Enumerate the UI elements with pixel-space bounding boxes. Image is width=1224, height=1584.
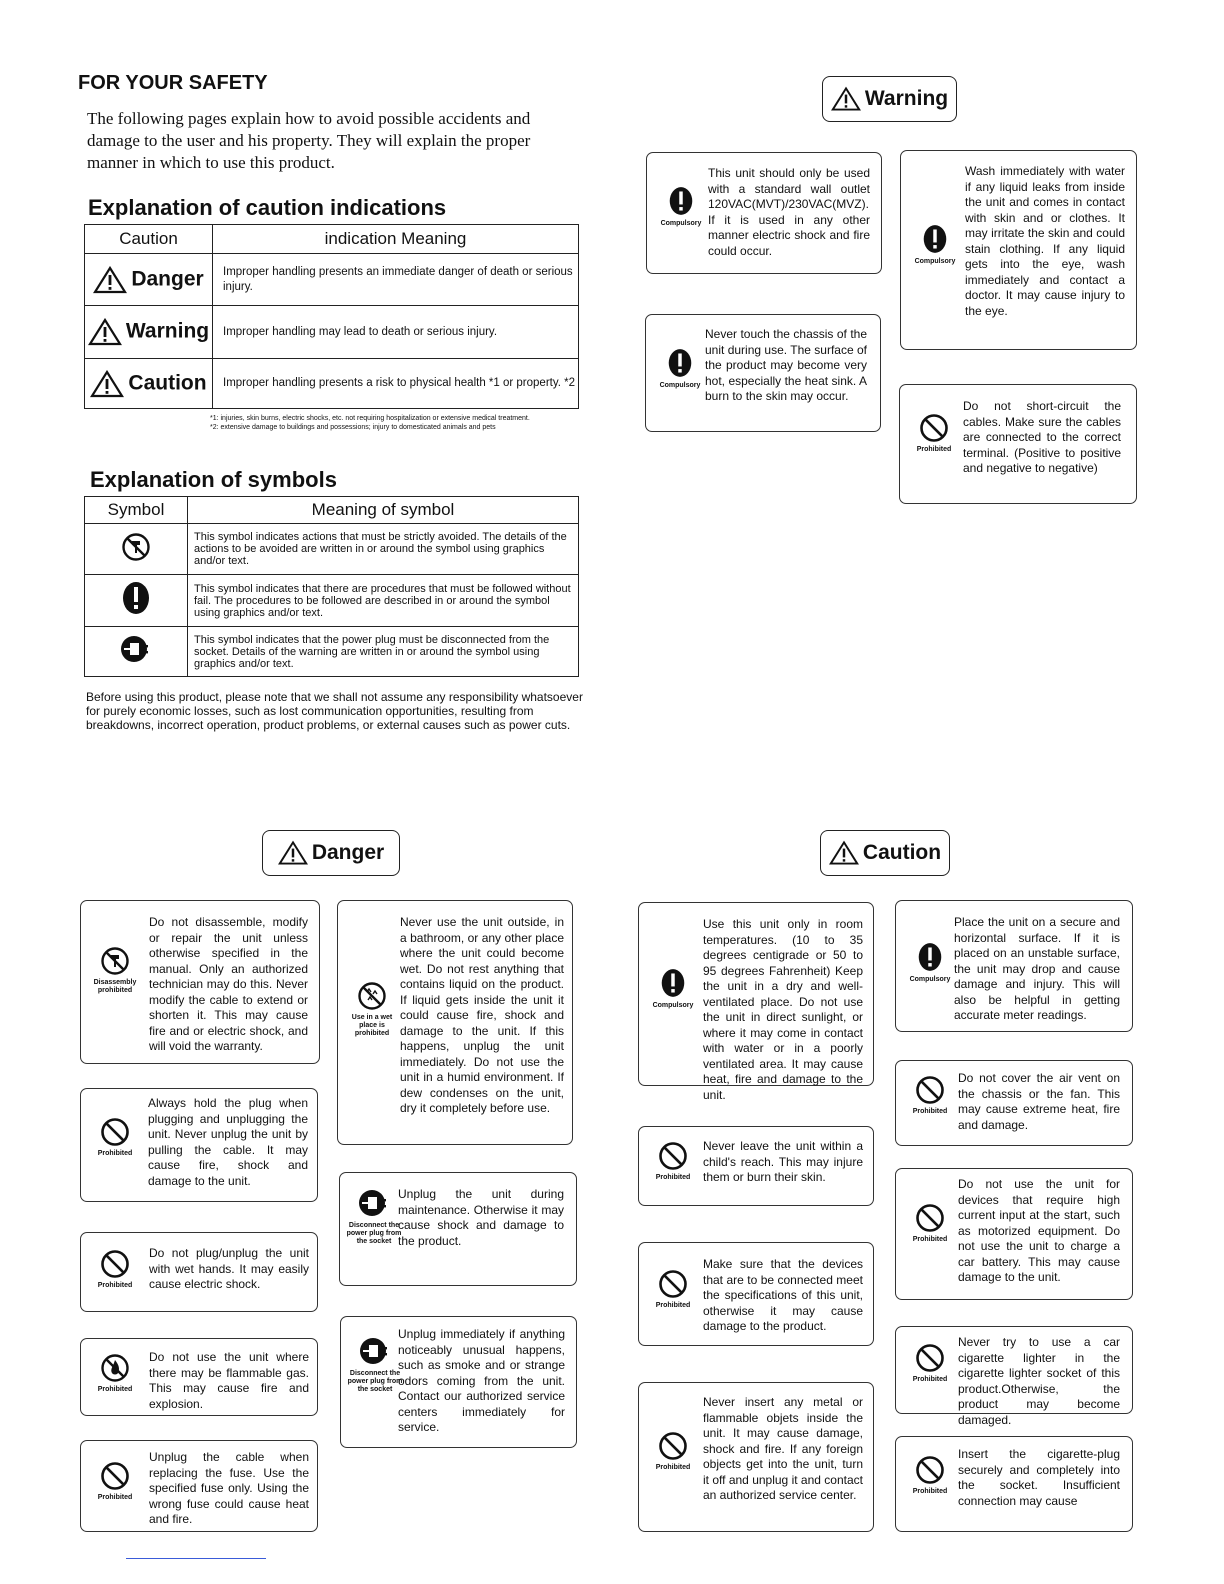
disconnect-plug-icon xyxy=(359,1335,391,1367)
danger-label: Danger xyxy=(131,267,204,291)
danger-badge-label: Danger xyxy=(311,841,385,864)
card-icon-wrap xyxy=(345,1335,405,1394)
card-text: Never insert any metal or flammable objets inside the unit. It may cause damage, shock and fire. If any foreign objects get into the unit, turn it off and unplug it and contact an authorized service center. xyxy=(703,1395,863,1502)
card-text: Do not plug/unplug the unit with wet hands. It may easily cause electric shock. xyxy=(149,1246,309,1291)
symbol-meaning-disconnect: This symbol indicates that the power plug must be disconnected from the socket. Details of the warning are written in or around the symbol using graphics and/or text. xyxy=(188,627,579,677)
prohibited-icon xyxy=(919,413,949,443)
danger-card xyxy=(340,1316,577,1448)
warning-triangle-icon xyxy=(93,266,127,294)
caution-card xyxy=(638,1126,874,1206)
icon-label: Prohibited xyxy=(97,1494,133,1501)
icon-label: Prohibited xyxy=(912,1488,948,1495)
danger-card xyxy=(80,1232,318,1312)
card-text: Place the unit on a secure and horizontal surface. If it is placed on an unstable surface, the unit may drop and cause damage and injury. This will also be helpful in getting accurate meter readings. xyxy=(954,915,1120,1022)
caution-badge-label: Caution xyxy=(862,841,942,864)
danger-card xyxy=(339,1172,577,1286)
caution-label: Caution xyxy=(128,371,207,395)
card-icon-wrap xyxy=(643,1269,703,1310)
symbol-cell xyxy=(85,627,188,677)
symbol-meaning-compulsory: This symbol indicates that there are procedures that must be followed without fail. The procedures to be followed are described in or around the symbol using graphics and/or text. xyxy=(188,575,579,627)
icon-label: Prohibited xyxy=(655,1464,691,1471)
card-text: Do not use the unit where there may be flammable gas. This may cause fire and explosion. xyxy=(149,1350,309,1411)
card-icon-wrap xyxy=(342,981,402,1038)
symbol-cell xyxy=(85,524,188,575)
card-icon-wrap xyxy=(900,1075,960,1116)
card-icon-wrap xyxy=(651,185,711,228)
prohibited-icon xyxy=(915,1203,945,1233)
icon-label: Compulsory xyxy=(659,382,701,389)
compulsory-icon xyxy=(917,941,943,973)
prohibited-icon xyxy=(658,1431,688,1461)
icon-label: Prohibited xyxy=(912,1236,948,1243)
card-icon-wrap xyxy=(85,1249,145,1290)
footnote-1: *1: injuries, skin burns, electric shocks, etc. not requiring hospitalization or extensive medical treatment. xyxy=(210,415,530,422)
card-icon-wrap xyxy=(904,413,964,454)
icon-label: Disconnect the power plug from the socket xyxy=(347,1370,403,1393)
card-icon-wrap xyxy=(650,347,710,390)
icon-label: Prohibited xyxy=(912,1376,948,1383)
card-text: Use this unit only in room temperatures. (10 to 35 degrees centigrade or 50 to 95 degrees Fahrenheit) Keep the unit in a dry and well-ventilated place. Do not use the unit in direct sunlight, or where it may come in contact with water or in a poorly ventilated area. It may cause heat, fire and damage to the unit. xyxy=(703,917,863,1102)
warning-badge xyxy=(822,76,957,122)
compulsory-icon xyxy=(667,347,693,379)
prohibited-icon xyxy=(915,1075,945,1105)
icon-label: Compulsory xyxy=(652,1002,694,1009)
warning-card xyxy=(899,384,1137,504)
wet-place-prohibited-icon xyxy=(357,981,387,1011)
caution-card xyxy=(895,1168,1133,1300)
card-text: Do not short-circuit the cables. Make sure the cables are connected to the correct terminal. (Positive to positive and negative to negative) xyxy=(963,399,1121,475)
col-meaning-of-symbol-header: Meaning of symbol xyxy=(188,497,579,524)
intro-paragraph: The following pages explain how to avoid possible accidents and damage to the user and his property. They will explain the proper manner in which to use this product. xyxy=(87,109,531,172)
footnote-2: *2: extensive damage to buildings and possessions; injury to domesticated animals and pets xyxy=(210,424,496,431)
icon-label: Compulsory xyxy=(909,976,951,983)
icon-label: Compulsory xyxy=(914,258,956,265)
icon-label: Prohibited xyxy=(97,1386,133,1393)
card-text: Never leave the unit within a child's reach. This may injure them or burn their skin. xyxy=(703,1139,863,1184)
page-title: FOR YOUR SAFETY xyxy=(78,72,268,94)
caution-indications-table xyxy=(84,224,579,409)
disclaimer: Before using this product, please note that we shall not assume any responsibility whatsoever for purely economic losses, such as lost communication opportunities, resulting from breakdowns, incorrect operation, product problems, or external causes such as power cuts. xyxy=(86,690,583,732)
icon-label: Compulsory xyxy=(660,220,702,227)
icon-label: Prohibited xyxy=(655,1302,691,1309)
warning-label: Warning xyxy=(125,319,210,343)
caution-card xyxy=(895,1436,1133,1532)
symbols-heading: Explanation of symbols xyxy=(90,467,337,492)
card-icon-wrap xyxy=(900,1203,960,1244)
icon-label: Disassembly prohibited xyxy=(93,979,137,994)
card-text: Wash immediately with water if any liquid leaks from inside the unit and comes in contact with skin and or clothes. It may irritate the skin and could stain clothing. If any liquid gets into the eye, wash immediately and contact a doctor. It may cause injury to the eye. xyxy=(965,164,1125,318)
warning-card xyxy=(646,152,882,274)
prohibited-disassembly-icon xyxy=(121,532,151,562)
card-icon-wrap xyxy=(905,223,965,266)
icon-label: Prohibited xyxy=(97,1282,133,1289)
col-meaning-header: indication Meaning xyxy=(213,225,579,254)
symbol-cell xyxy=(85,575,188,627)
icon-label: Prohibited xyxy=(655,1174,691,1181)
icon-label: Prohibited xyxy=(916,446,952,453)
compulsory-icon xyxy=(668,185,694,217)
card-text: This unit should only be used with a standard wall outlet 120VAC(MVT)/230VAC(MVZ). If it is used in any other manner electric shock and fire could occur. xyxy=(708,166,870,258)
col-symbol-header: Symbol xyxy=(85,497,188,524)
danger-badge xyxy=(262,830,400,876)
warning-card xyxy=(645,314,881,432)
card-text: Do not cover the air vent on the chassis or the fan. This may cause extreme heat, fire and damage. xyxy=(958,1071,1120,1132)
card-icon-wrap xyxy=(900,941,960,984)
page-edge-mark xyxy=(126,1558,266,1559)
card-icon-wrap xyxy=(643,1141,703,1182)
card-icon-wrap xyxy=(85,1461,145,1502)
card-icon-wrap xyxy=(643,967,703,1010)
warning-triangle-icon xyxy=(90,370,124,398)
caution-card xyxy=(638,1242,874,1346)
icon-label: Prohibited xyxy=(912,1108,948,1115)
caution-card xyxy=(638,1382,874,1532)
warning-triangle-icon xyxy=(829,840,859,866)
caution-card xyxy=(895,1326,1133,1427)
card-text: Make sure that the devices that are to be connected meet the specifications of this unit, otherwise it may cause damage to the product. xyxy=(703,1257,863,1333)
card-text: Unplug the cable when replacing the fuse. Use the specified fuse only. Using the wrong fuse could cause heat and fire. xyxy=(149,1450,309,1526)
caution-card xyxy=(895,1060,1133,1146)
card-icon-wrap xyxy=(85,1117,145,1158)
caution-indications-heading: Explanation of caution indications xyxy=(88,195,447,220)
warning-triangle-icon xyxy=(831,86,861,112)
card-icon-wrap xyxy=(900,1343,960,1384)
card-icon-wrap xyxy=(344,1187,404,1246)
danger-card xyxy=(80,900,320,1064)
prohibited-icon xyxy=(658,1141,688,1171)
card-text: Do not use the unit for devices that require high current input at the start, such as motorized equipment. Do not use the unit to charge a car battery. This may cause damage to the unit. xyxy=(958,1177,1120,1284)
card-icon-wrap xyxy=(643,1431,703,1472)
card-text: Never use the unit outside, in a bathroom, or any other place where the unit could become wet. Do not rest anything that contains liquid on the product. If liquid gets inside the unit it could cause fire, shock and damage to the unit. If this happens, unplug the unit immediately. Do not use the unit in a humid environment. If dew condenses on the unit, dry it completely before use. xyxy=(400,915,564,1115)
prohibited-icon xyxy=(100,1249,130,1279)
card-text: Do not disassemble, modify or repair the unit unless otherwise specified in the manual. Only an authorized technician may do this. Never modify the cable to extend or shorten it. This may cause fire and or electric shock, and will void the warranty. xyxy=(149,915,308,1053)
warning-badge-label: Warning xyxy=(864,87,949,110)
caution-card xyxy=(638,902,874,1102)
warning-triangle-icon xyxy=(278,840,308,866)
danger-card xyxy=(337,900,573,1145)
card-icon-wrap xyxy=(85,1353,145,1394)
footnotes xyxy=(210,414,570,432)
compulsory-icon xyxy=(121,581,151,615)
danger-meaning: Improper handling presents an immediate danger of death or serious injury. xyxy=(213,254,579,306)
prohibited-icon xyxy=(915,1343,945,1373)
card-text: Always hold the plug when plugging and unplugging the unit. Never unplug the unit by pulling the cable. It may cause fire, shock and damage to the unit. xyxy=(148,1096,308,1188)
card-text: Never try to use a car cigarette lighter in the cigarette lighter socket of this product.Otherwise, the product may become damaged. xyxy=(958,1335,1120,1427)
caution-badge xyxy=(820,830,950,876)
flammable-gas-prohibited-icon xyxy=(100,1353,130,1383)
card-text: Insert the cigarette-plug securely and completely into the socket. Insufficient connection may cause xyxy=(958,1447,1120,1508)
symbols-table xyxy=(84,496,579,677)
card-text: Never touch the chassis of the unit during use. The surface of the product may become very hot, especially the heat sink. A burn to the skin may occur. xyxy=(705,327,867,403)
caution-meaning: Improper handling presents a risk to physical health *1 or property. *2 xyxy=(213,359,579,409)
card-icon-wrap xyxy=(85,946,145,995)
compulsory-icon xyxy=(922,223,948,255)
danger-card xyxy=(80,1338,318,1416)
danger-card xyxy=(80,1088,318,1202)
disconnect-plug-icon xyxy=(120,633,152,665)
caution-card xyxy=(895,900,1133,1032)
danger-label-cell xyxy=(85,254,213,306)
danger-card xyxy=(80,1440,318,1532)
icon-label: Disconnect the power plug from the socket xyxy=(346,1222,402,1245)
icon-label: Use in a wet place is prohibited xyxy=(351,1014,393,1037)
warning-triangle-icon xyxy=(88,318,122,346)
prohibited-icon xyxy=(915,1455,945,1485)
warning-label-cell xyxy=(85,306,213,359)
symbol-meaning-prohibited: This symbol indicates actions that must be strictly avoided. The details of the actions to be avoided are written in or around the symbol using graphics and/or text. xyxy=(188,524,579,575)
card-icon-wrap xyxy=(900,1455,960,1496)
disassembly-prohibited-icon xyxy=(100,946,130,976)
compulsory-icon xyxy=(660,967,686,999)
prohibited-icon xyxy=(100,1461,130,1491)
warning-card xyxy=(900,150,1137,350)
card-text: Unplug immediately if anything noticeably unusual happens, such as smoke and or strange odors coming from the unit. Contact our authorized service centers immediately for service. xyxy=(398,1327,565,1434)
card-text: Unplug the unit during maintenance. Otherwise it may cause shock and damage to the product. xyxy=(398,1187,564,1248)
warning-meaning: Improper handling may lead to death or serious injury. xyxy=(213,306,579,359)
prohibited-icon xyxy=(100,1117,130,1147)
icon-label: Prohibited xyxy=(97,1150,133,1157)
col-caution-header: Caution xyxy=(85,225,213,254)
prohibited-icon xyxy=(658,1269,688,1299)
disconnect-plug-icon xyxy=(358,1187,390,1219)
caution-label-cell xyxy=(85,359,213,409)
